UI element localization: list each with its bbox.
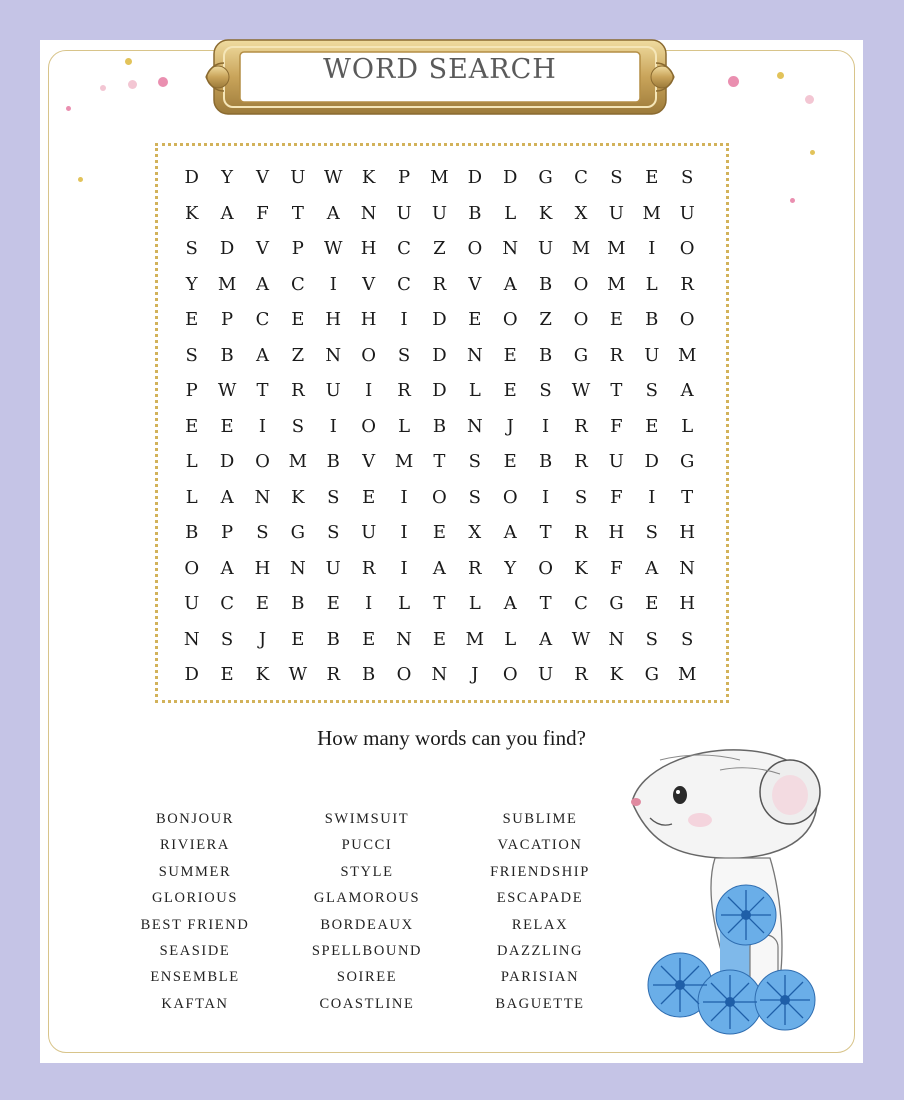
grid-letter: B [220,344,234,366]
grid-letter: E [185,309,199,330]
grid-letter: I [329,415,337,437]
grid-letter: K [574,557,588,579]
grid-letter: Z [433,238,446,259]
grid-letter: S [574,486,588,508]
grid-letter: A [645,557,659,579]
grid-letter: F [256,202,269,224]
word-list-column-1 [128,806,262,1017]
grid-letter: O [502,486,518,508]
grid-letter: A [680,380,694,401]
grid-letter: W [288,664,308,685]
grid-letter: Z [539,309,552,330]
grid-letter: T [256,380,269,401]
word-list-item: BONJOUR [155,811,235,827]
grid-letter: T [433,593,446,614]
grid-letter: E [291,628,305,650]
grid-letter: O [432,486,447,508]
grid-letter: W [217,380,237,401]
grid-letter: I [329,273,337,295]
grid-letter: O [255,451,270,472]
grid-letter: H [360,309,377,330]
grid-letter: X [468,522,482,543]
word-list-item: COASTLINE [319,995,415,1012]
grid-letter: Y [185,273,198,295]
grid-letter: M [607,273,626,295]
grid-letter: U [608,451,624,472]
confetti-dot [66,106,71,111]
grid-letter: N [254,486,271,508]
grid-letter: I [400,557,408,579]
grid-letter: E [255,593,270,614]
grid-letter: U [679,202,695,224]
grid-letter: S [185,238,198,259]
grid-letter: G [573,344,589,366]
word-list-item: ESCAPADE [496,890,584,907]
confetti-dot [777,72,784,79]
grid-letter: C [397,273,411,295]
word-list-item: PUCCI [341,837,393,854]
confetti-dot [158,77,168,87]
grid-letter: S [327,486,340,508]
grid-letter: Y [221,167,234,188]
grid-letter: E [362,628,376,650]
word-list-item: PARISIAN [500,969,580,986]
confetti-dot [100,85,106,91]
grid-letter: T [610,380,623,401]
grid-letter: C [255,309,270,330]
grid-letter: A [255,344,269,366]
confetti-dot [125,58,132,65]
grid-letter: R [468,557,482,579]
word-list-item: BEST FRIEND [140,916,250,933]
grid-letter: W [324,167,343,188]
grid-letter: I [365,593,373,614]
word-list-item: ENSEMBLE [150,969,240,986]
grid-letter: S [645,380,658,401]
grid-letter: G [679,451,695,472]
grid-letter: M [677,344,697,366]
grid-letter: K [255,664,270,685]
mouse-illustration-icon [620,740,860,1040]
word-list-item: KAFTAN [161,995,229,1012]
grid-letter: C [574,167,588,188]
word-list-item: SOIREE [336,969,398,986]
grid-letter: N [360,202,377,224]
grid-letter: O [361,415,377,437]
grid-letter: E [609,309,623,330]
grid-letter: B [468,202,482,224]
grid-letter: V [362,273,376,295]
grid-letter: E [432,628,446,650]
grid-letter: H [254,557,271,579]
grid-letter: S [645,522,658,543]
grid-letter: S [468,486,481,508]
grid-letter: C [220,593,234,614]
grid-letter: C [397,238,411,259]
grid-letter: B [185,522,199,543]
grid-letter: M [430,167,449,188]
confetti-dot [790,198,795,203]
word-list-column-3 [473,806,607,1017]
grid-letter: M [642,202,661,224]
grid-letter: O [573,273,589,295]
grid-letter: U [361,522,377,543]
grid-letter: O [538,557,553,579]
word-list-column-2 [300,806,434,1017]
grid-letter: S [680,628,694,650]
grid-letter: N [466,415,483,437]
grid-letter: K [291,486,305,508]
word-list-item: SEASIDE [159,942,231,959]
word-list-item: SWIMSUIT [324,811,410,827]
grid-letter: L [468,380,481,401]
grid-letter: B [538,344,553,366]
grid-letter: K [609,664,624,685]
worksheet-card [40,40,863,1063]
grid-letter: E [468,309,482,330]
word-list-item: VACATION [497,837,583,854]
grid-letter: S [220,628,234,650]
grid-letter: N [608,628,625,650]
grid-letter: A [326,202,340,224]
grid-letter: D [467,167,483,188]
grid-letter: E [432,522,446,543]
grid-letter: P [221,309,234,330]
grid-letter: E [220,415,234,437]
grid-letter: E [220,664,234,685]
grid-letter: I [542,486,550,508]
grid-letter: L [645,273,658,295]
grid-letter: T [681,486,694,508]
grid-letter: P [397,167,411,188]
grid-letter: L [398,415,411,437]
grid-letter: C [574,593,588,614]
grid-letter: U [396,202,412,224]
grid-letter: E [362,486,376,508]
confetti-dot [78,177,83,182]
grid-letter: M [217,273,237,295]
grid-letter: B [432,415,447,437]
grid-letter: S [397,344,411,366]
grid-letter: L [504,628,517,650]
grid-letter: P [221,522,234,543]
word-list-item: RELAX [511,916,569,933]
grid-letter: R [291,380,305,401]
grid-letter: O [573,309,589,330]
word-list-item: STYLE [340,863,394,880]
word-list-item: FRIENDSHIP [490,863,590,880]
grid-letter: O [679,238,695,259]
grid-letter: U [325,557,341,579]
grid-letter: W [324,238,343,259]
word-list-item: SPELLBOUND [311,942,423,959]
grid-letter: E [645,167,659,188]
grid-letter: U [325,380,341,401]
grid-letter: A [503,522,517,543]
grid-letter: M [571,238,591,259]
grid-letter: I [648,486,656,508]
grid-letter: N [289,557,306,579]
grid-letter: V [255,167,269,188]
grid-letter: I [400,309,408,330]
grid-letter: R [432,273,447,295]
grid-letter: K [538,202,553,224]
grid-letter: O [679,309,695,330]
word-list-item: SUMMER [158,863,232,880]
grid-letter: T [539,522,552,543]
word-list-item: BORDEAUX [320,916,414,933]
page-title: WORD SEARCH [323,54,557,85]
grid-letter: U [538,238,554,259]
word-list-item: GLORIOUS [151,890,239,907]
word-search-grid-frame [155,143,729,703]
grid-letter: L [185,486,198,508]
grid-letter: F [610,415,623,437]
confetti-dot [805,95,814,104]
word-search-grid [174,160,705,693]
grid-letter: I [542,415,550,437]
grid-letter: U [538,664,554,685]
grid-letter: E [185,415,199,437]
confetti-dot [128,80,137,89]
grid-letter: L [681,415,694,437]
grid-letter: B [645,309,659,330]
word-list-item: BAGUETTE [495,995,585,1012]
grid-letter: D [432,380,447,401]
word-list-item: SUBLIME [502,811,578,827]
grid-letter: K [184,202,199,224]
mouse-illustration [620,740,860,1040]
grid-letter: S [291,415,305,437]
grid-letter: A [255,273,269,295]
grid-letter: D [502,167,518,188]
grid-letter: N [466,344,483,366]
grid-letter: F [610,486,623,508]
grid-letter: I [365,380,373,401]
grid-letter: S [327,522,340,543]
grid-letter: U [608,202,624,224]
grid-letter: D [219,238,235,259]
grid-letter: N [502,238,519,259]
grid-letter: R [574,415,588,437]
grid-letter: S [539,380,552,401]
confetti-dot [810,150,815,155]
grid-letter: S [645,628,658,650]
grid-letter: L [185,451,198,472]
grid-letter: W [571,380,591,401]
grid-letter: H [679,593,696,614]
grid-letter: S [256,522,269,543]
grid-letter: G [538,167,553,188]
grid-letter: U [644,344,660,366]
grid-letter: Y [504,557,517,579]
grid-letter: G [644,664,659,685]
grid-letter: E [645,593,659,614]
word-list-item: GLAMOROUS [313,890,421,907]
grid-letter: B [538,273,553,295]
grid-letter: G [609,593,624,614]
grid-letter: S [468,451,481,472]
grid-letter: T [291,202,304,224]
grid-letter: H [325,309,342,330]
grid-letter: M [288,451,308,472]
grid-letter: B [362,664,376,685]
grid-letter: H [360,238,377,259]
grid-letter: K [361,167,376,188]
grid-letter: A [220,202,234,224]
grid-letter: R [326,664,341,685]
grid-letter: F [610,557,623,579]
grid-letter: U [290,167,306,188]
grid-letter: M [394,451,414,472]
grid-letter: N [325,344,342,366]
grid-letter: Z [291,344,305,366]
grid-letter: R [361,557,376,579]
grid-letter: W [571,628,591,650]
grid-letter: D [432,344,447,366]
grid-letter: R [574,664,588,685]
grid-letter: J [258,628,267,650]
grid-letter: N [396,628,412,650]
grid-letter: H [608,522,625,543]
grid-letter: J [471,664,479,685]
grid-letter: T [433,451,446,472]
grid-letter: A [503,593,517,614]
grid-letter: U [184,593,200,614]
word-list-item: RIVIERA [160,837,230,854]
grid-letter: E [645,415,659,437]
grid-letter: D [184,664,199,685]
grid-letter: G [290,522,306,543]
grid-letter: O [396,664,412,685]
grid-letter: I [400,522,408,543]
grid-letter: R [609,344,624,366]
grid-letter: D [219,451,235,472]
grid-letter: O [361,344,377,366]
grid-letter: I [648,238,656,259]
grid-letter: N [679,557,696,579]
grid-letter: R [397,380,411,401]
grid-letter: R [574,451,588,472]
confetti-dot [728,76,739,87]
grid-letter: I [400,486,408,508]
grid-letter: N [431,664,448,685]
grid-letter: E [503,380,517,401]
grid-letter: O [502,664,518,685]
grid-letter: S [610,167,623,188]
grid-letter: O [502,309,518,330]
grid-letter: A [539,628,553,650]
grid-letter: D [184,167,199,188]
grid-letter: C [290,273,305,295]
grid-letter: X [574,202,588,224]
grid-letter: D [644,451,659,472]
grid-letter: E [326,593,340,614]
grid-letter: L [398,593,411,614]
grid-letter: R [680,273,694,295]
grid-letter: L [468,593,481,614]
grid-letter: E [291,309,305,330]
grid-letter: P [185,380,198,401]
question-text: How many words can you find? [317,726,586,750]
grid-letter: M [607,238,626,259]
grid-letter: R [574,522,588,543]
word-list-item: DAZZLING [496,942,584,959]
grid-letter: E [503,451,517,472]
grid-letter: I [258,415,267,437]
grid-letter: B [538,451,553,472]
grid-letter: A [220,486,234,508]
grid-letter: E [503,344,517,366]
grid-letter: M [465,628,485,650]
grid-letter: A [432,557,446,579]
grid-letter: N [183,628,200,650]
grid-letter: T [539,593,552,614]
grid-letter: A [220,557,234,579]
grid-letter: B [326,451,340,472]
grid-letter: A [503,273,517,295]
grid-letter: U [431,202,448,224]
title-plaque [200,34,680,120]
grid-letter: S [680,167,694,188]
grid-letter: H [679,522,696,543]
grid-letter: O [184,557,200,579]
grid-letter: V [362,451,376,472]
grid-letter: V [255,238,269,259]
grid-letter: S [185,344,198,366]
grid-letter: L [504,202,517,224]
grid-letter: J [506,415,514,437]
grid-letter: B [326,628,340,650]
grid-letter: D [432,309,447,330]
grid-letter: O [467,238,483,259]
grid-letter: V [468,273,482,295]
grid-letter: M [677,664,697,685]
grid-letter: P [291,238,304,259]
grid-letter: B [291,593,305,614]
